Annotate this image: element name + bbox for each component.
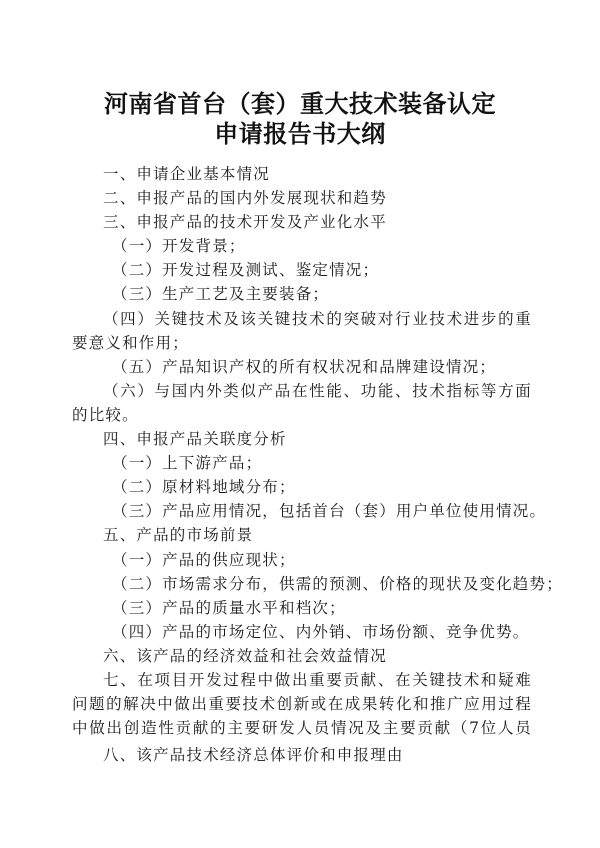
outline-body (72, 162, 563, 767)
outline-item: 四、申报产品关联度分析 (103, 430, 287, 449)
document-title-line-2: 申请报告书大纲 (214, 119, 386, 148)
outline-item: 五、产品的市场前景 (103, 526, 254, 545)
outline-subitem: （五）产品知识产权的所有权状况和品牌建设情况； (112, 357, 497, 376)
outline-item: 六、该产品的经济效益和社会效益情况 (103, 646, 387, 665)
outline-item: 七、在项目开发过程中做出重要贡献、在关键技术和疑难问题的解决中做出重要技术创新或在成果转化和推广应用过程中做出创造性贡献的主要研发人员情况及主要贡献（7位人员 (72, 670, 532, 738)
outline-subitem: （一）上下游产品； (112, 454, 263, 473)
outline-subitem: （三）生产工艺及主要装备； (112, 285, 330, 304)
outline-subitem: （一）开发背景； (112, 237, 246, 256)
outline-item: 二、申报产品的国内外发展现状和趋势 (103, 189, 387, 208)
outline-subitem: （二）原材料地域分布； (112, 478, 296, 497)
outline-item: 三、申报产品的技术开发及产业化水平 (103, 213, 387, 232)
outline-subitem: （六）与国内外类似产品在性能、功能、技术指标等方面的比较。 (72, 381, 532, 424)
outline-item: 八、该产品技术经济总体评价和申报理由 (103, 746, 404, 765)
outline-item: 一、申请企业基本情况 (103, 165, 271, 183)
outline-subitem: （三）产品的质量水平和档次； (112, 598, 346, 617)
outline-subitem: （三）产品应用情况，包括首台（套）用户单位使用情况。 (112, 502, 547, 521)
outline-subitem: （四）关键技术及该关键技术的突破对行业技术进步的重要意义和作用； (72, 309, 532, 352)
outline-subitem: （四）产品的市场定位、内外销、市场份额、竞争优势。 (112, 622, 530, 641)
outline-subitem: （二）市场需求分布，供需的预测、价格的现状及变化趋势； (112, 574, 563, 593)
outline-subitem: （一）产品的供应现状； (112, 550, 296, 569)
document-title-line-1: 河南省首台（套）重大技术装备认定 (104, 89, 496, 118)
outline-subitem: （二）开发过程及测试、鉴定情况； (112, 261, 380, 280)
